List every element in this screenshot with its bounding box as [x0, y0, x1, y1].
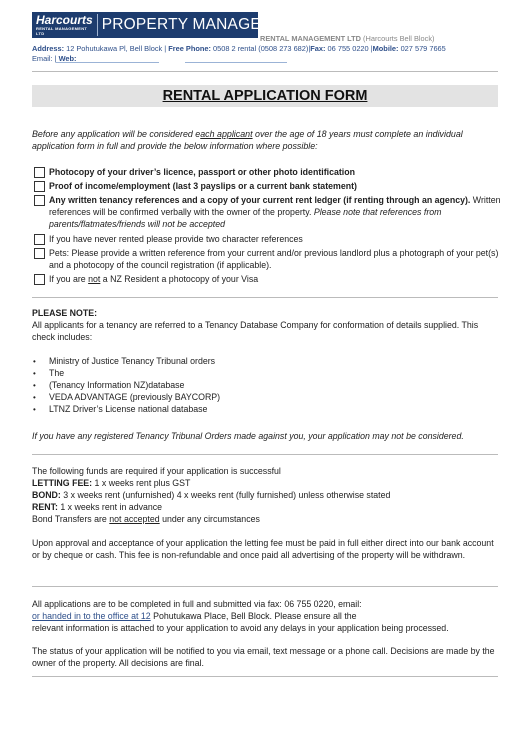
contact-line: Address: 12 Pohutukawa Pl, Bell Block | Free Phone: 0508 2 rental (0508 273 682)|Fax: 06 755 0220 |Mobile: 027 579 7665: [32, 44, 446, 53]
note-text: All applicants for a tenancy are referred to a Tenancy Database Company for conformation of details supplied. This check includes:: [32, 320, 479, 342]
note-bullet: LTNZ Driver’s License national database: [49, 404, 208, 414]
checkbox-tenancy-references[interactable]: [34, 195, 45, 206]
status-text: The status of your application will be notified to you via email, text message or a phone call. Decisions are made by the owner of the property. All decisions are final.: [32, 646, 495, 668]
harcourts-logo: [32, 12, 306, 38]
letting-fee: LETTING FEE: 1 x weeks rent plus GST: [32, 478, 191, 488]
bond: BOND: 3 x weeks rent (unfurnished) 4 x weeks rent (fully furnished) unless otherwise stated: [32, 490, 391, 500]
form-title: RENTAL APPLICATION FORM: [162, 88, 368, 104]
note-bullet: VEDA ADVANTAGE (previously BAYCORP): [49, 392, 221, 402]
divider: [32, 297, 498, 298]
rent: RENT: 1 x weeks rent in advance: [32, 502, 163, 512]
bond-transfers: Bond Transfers are not accepted under any circumstances: [32, 514, 260, 524]
checklist-item-character-references: If you have never rented please provide two character references: [49, 234, 303, 244]
checkbox-pets[interactable]: [34, 248, 45, 259]
email-underline: [56, 62, 159, 63]
web-label: Web:: [58, 54, 77, 63]
divider: [32, 454, 498, 455]
checkbox-visa[interactable]: [34, 274, 45, 285]
note-bullet: (Tenancy Information NZ)database: [49, 380, 185, 390]
note-heading: PLEASE NOTE:: [32, 308, 98, 318]
bullet-dot: •: [33, 381, 36, 390]
logo-property-management: PROPERTY MANAGEMENT: [101, 16, 306, 33]
checklist-item-photo-id: Photocopy of your driver’s licence, passport or other photo identification: [49, 167, 355, 177]
funds-intro: The following funds are required if your application is successful: [32, 466, 281, 476]
checklist-item-tenancy-references: Any written tenancy references and a copy of your current rent ledger (if renting through an agency). Written references will be confirmed verbally with the owner of the property. Please note that references from parents/flatmates/friends will not be accepted: [49, 195, 501, 229]
logo-brand: Harcourts RENTAL MANAGEMENT LTD: [32, 14, 98, 36]
bullet-dot: •: [33, 405, 36, 414]
divider: [32, 586, 498, 587]
bullet-dot: •: [33, 393, 36, 402]
tribunal-warning: If you have any registered Tenancy Tribunal Orders made against you, your application may not be considered.: [32, 431, 464, 441]
checklist-item-visa: If you are not a NZ Resident a photocopy of your Visa: [49, 274, 259, 284]
submission-line-2: or handed in to the office at 12 Pohutukawa Place, Bell Block. Please ensure all the: [32, 611, 357, 621]
email-label: Email:: [32, 54, 53, 63]
intro-text: Before any application will be considered each applicant over the age of 18 years must complete an individual application form in full and provide the below information where possible:: [32, 129, 463, 151]
checkbox-photo-id[interactable]: [34, 167, 45, 178]
submission-line-3: relevant information is attached to your application to avoid any delays in your application being processed.: [32, 623, 449, 633]
bullet-dot: •: [33, 357, 36, 366]
submission-line-1: All applications are to be completed in full and submitted via fax: 06 755 0220, email:: [32, 599, 362, 609]
checklist-item-proof-income: Proof of income/employment (last 3 payslips or a current bank statement): [49, 181, 357, 191]
email-web-line: Email: | Web:: [32, 54, 77, 63]
checklist-item-pets: Pets: Please provide a written reference from your current and/or previous landlord plus a photograph of your pet(s) and a photocopy of the council registration (if applicable).: [49, 248, 499, 270]
web-underline: [185, 62, 287, 63]
approval-text: Upon approval and acceptance of your application the letting fee must be paid in full either direct into our bank account or by cheque or cash. This fee is non-refundable and once paid all advertising of the property will be withdrawn.: [32, 538, 494, 560]
bottom-divider: [32, 676, 498, 677]
note-bullet: Ministry of Justice Tenancy Tribunal orders: [49, 356, 216, 366]
checkbox-proof-income[interactable]: [34, 181, 45, 192]
bullet-dot: •: [33, 369, 36, 378]
checkbox-character-references[interactable]: [34, 234, 45, 245]
company-name: RENTAL MANAGEMENT LTD (Harcourts Bell Block): [260, 34, 435, 43]
header-divider: [32, 71, 498, 72]
note-bullet: The: [49, 368, 65, 378]
